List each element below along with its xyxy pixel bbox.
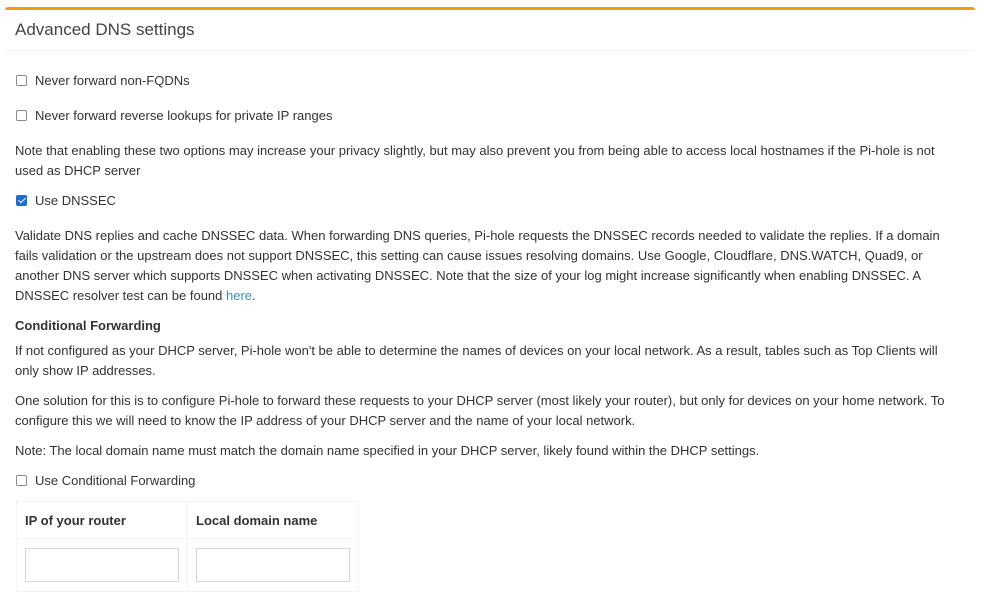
- dnssec-test-link[interactable]: here: [226, 288, 253, 303]
- conditional-forwarding-heading: Conditional Forwarding: [15, 318, 161, 333]
- use-dnssec-checkbox[interactable]: [16, 195, 27, 206]
- privacy-note: Note that enabling these two options may increase your privacy slightly, but may also prevent you from being able to access local hostnames if the Pi-hole is not used as DHCP server: [15, 143, 935, 178]
- domain-cell: [188, 539, 359, 592]
- column-header-domain: Local domain name: [188, 502, 359, 539]
- conditional-forwarding-para3: Note: The local domain name must match the domain name specified in your DHCP server, likely found within the DHCP settings.: [15, 443, 760, 458]
- never-forward-fqdn-label[interactable]: Never forward non-FQDNs: [35, 73, 190, 88]
- dnssec-description: [15, 226, 965, 306]
- box-title: Advanced DNS settings: [15, 20, 195, 39]
- never-forward-reverse-checkbox[interactable]: [16, 110, 27, 121]
- never-forward-fqdn-checkbox[interactable]: [16, 75, 27, 86]
- use-conditional-forwarding-checkbox[interactable]: [16, 475, 27, 486]
- conditional-forwarding-para1: If not configured as your DHCP server, Pi-hole won't be able to determine the names of devices on your local network. As a result, tables such as Top Clients will only show IP addresses.: [15, 343, 938, 378]
- dnssec-description-period: .: [252, 288, 256, 303]
- dnssec-description-text: Validate DNS replies and cache DNSSEC data. When forwarding DNS queries, Pi-hole requests the DNSSEC records needed to validate the replies. If a domain fails validation or the upstream does not support DNSSEC, this setting can cause issues resolving domains. Use Google, Cloudflare, DNS.WATCH, Quad9, or another DNS server which supports DNSSEC when activating DNSSEC. Note that the size of your log might increase significantly when enabling DNSSEC. A DNSSEC resolver test can be found: [15, 228, 940, 303]
- conditional-forwarding-table: [16, 501, 359, 592]
- box-header: [5, 10, 975, 51]
- router-ip-input[interactable]: [25, 548, 179, 582]
- use-conditional-forwarding-label[interactable]: Use Conditional Forwarding: [35, 473, 196, 488]
- use-dnssec-label[interactable]: Use DNSSEC: [35, 193, 116, 208]
- never-forward-reverse-label[interactable]: Never forward reverse lookups for private IP ranges: [35, 108, 333, 123]
- column-header-ip: IP of your router: [17, 502, 188, 539]
- local-domain-input[interactable]: [196, 548, 350, 582]
- ip-cell: [17, 539, 188, 592]
- conditional-forwarding-para2: One solution for this is to configure Pi-hole to forward these requests to your DHCP server (most likely your router), but only for devices on your home network. To configure this we will need to know the IP address of your DHCP server and the name of your local network.: [15, 393, 945, 428]
